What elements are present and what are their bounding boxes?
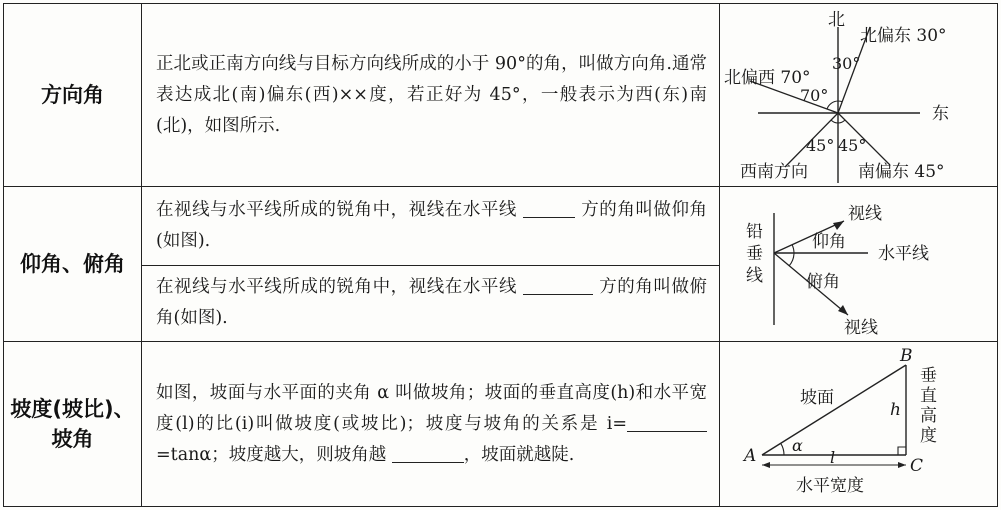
label-slope-line2: 坡角 [51, 427, 94, 451]
label-horizontal-line: 水平线 [878, 244, 929, 264]
label-slope-face: 坡面 [800, 387, 834, 408]
arc-70 [827, 101, 838, 109]
width-arrow-left [762, 462, 770, 468]
slope-text-part2: =tanα；坡度越大，则坡角越 [156, 444, 387, 465]
label-point-a: A [744, 445, 757, 466]
label-nw-70: 北偏西 70° [724, 67, 811, 88]
bearing-diagram [720, 5, 996, 186]
depression-text-after: 方的角叫做俯角(如图). [156, 277, 707, 329]
elevation-blank[interactable] [523, 199, 575, 218]
label-plumb-3: 线 [746, 266, 763, 286]
elevation-arc [792, 245, 794, 254]
label-south-west: 西南方向 [740, 161, 808, 182]
label-angle-30: 30° [832, 53, 861, 73]
label-alpha: α [792, 435, 803, 455]
label-angle-70: 70° [800, 85, 829, 105]
slope-figure [720, 342, 998, 507]
label-slope-line1: 坡度(坡比)、 [10, 397, 135, 421]
arc-45-left [831, 120, 838, 123]
sight-line-down-arrow [838, 305, 848, 315]
label-ne-30: 北偏东 30° [860, 25, 947, 46]
label-h: h [890, 399, 901, 420]
depression-blank[interactable] [523, 276, 593, 295]
label-l: l [830, 447, 836, 467]
elevation-text-after: 方的角叫做仰角(如图). [156, 199, 708, 251]
label-bearing-angle: 方向角 [4, 4, 142, 187]
label-elevation-angle: 仰角 [812, 232, 846, 252]
label-vertical-height-3: 高 [920, 405, 937, 426]
label-depression-angle: 俯角 [806, 272, 840, 292]
label-angle-45-left: 45° [806, 135, 835, 155]
label-horizontal-width: 水平宽度 [796, 475, 864, 496]
depression-arc [789, 253, 794, 266]
row-elevation-angle [4, 187, 998, 266]
elevation-depression-figure [720, 187, 998, 342]
triangle-slope-face [762, 365, 906, 455]
arc-45-right [838, 120, 845, 123]
bearing-angle-figure [720, 4, 998, 187]
slope-angle-blank[interactable] [392, 444, 464, 463]
slope-ratio-blank[interactable] [627, 413, 707, 432]
depression-text-before: 在视线与水平线所成的锐角中，视线在水平线 [156, 277, 517, 298]
knowledge-table [3, 3, 998, 507]
label-angle-45-right: 45° [838, 135, 867, 155]
alpha-arc [781, 443, 784, 455]
label-vertical-height-2: 直 [920, 385, 937, 406]
label-plumb-2: 垂 [746, 244, 763, 264]
width-arrow-right [898, 462, 906, 468]
label-plumb-1: 铅 [746, 222, 763, 242]
slope-text-part3: ，坡面就越陡. [463, 444, 575, 465]
label-se-45: 南偏东 45° [858, 161, 945, 182]
label-north: 北 [828, 9, 845, 30]
label-point-b: B [900, 345, 913, 366]
label-sight-line-up: 视线 [848, 204, 882, 224]
right-angle-mark [898, 447, 906, 455]
elevation-angle-description [142, 187, 720, 266]
elevation-text-before: 在视线与水平线所成的锐角中，视线在水平线 [156, 199, 517, 220]
label-vertical-height-4: 度 [920, 425, 937, 446]
label-vertical-height-1: 垂 [920, 365, 937, 386]
slope-diagram [720, 343, 996, 506]
slope-text-part1: 如图，坡面与水平面的夹角 α 叫做坡角；坡面的垂直高度(h)和水平宽度(l)的比(i)叫做坡度(或坡比)；坡度与坡角的关系是 i= [156, 382, 707, 434]
row-bearing-angle [4, 4, 998, 187]
depression-angle-description [142, 265, 720, 342]
bearing-angle-description: 正北或正南方向线与目标方向线所成的小于 90°的角，叫做方向角.通常表达成北(南)偏东(西)××度，若正好为 45°，一般表示为西(东)南(北)，如图所示. [142, 4, 720, 187]
sight-line-up-arrow [833, 221, 844, 230]
label-slope [4, 342, 142, 507]
elevation-depression-diagram [720, 187, 996, 341]
slope-description [142, 342, 720, 507]
row-slope [4, 342, 998, 507]
label-sight-line-down: 视线 [844, 318, 878, 338]
label-point-c: C [910, 455, 924, 476]
label-east: 东 [932, 103, 949, 124]
label-elevation-depression: 仰角、俯角 [4, 187, 142, 342]
